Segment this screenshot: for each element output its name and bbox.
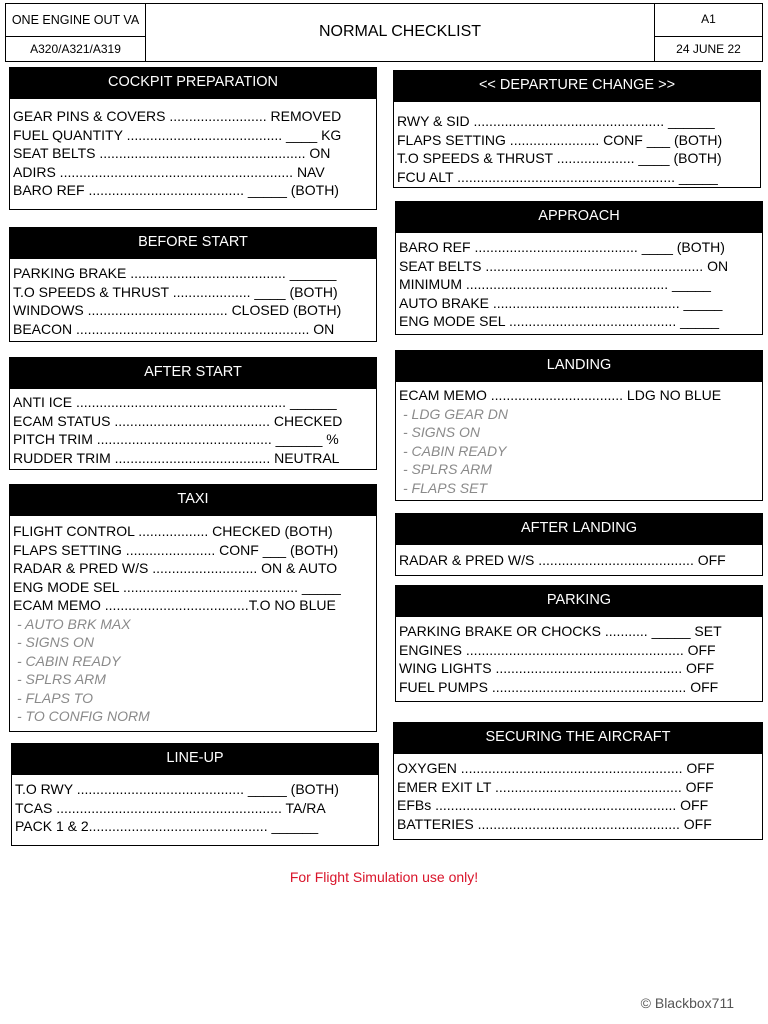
checklist-item: ENGINES ........................................................ OFF (399, 641, 716, 658)
checklist-item: EMER EXIT LT ................................................ OFF (397, 778, 714, 795)
checklist-item: AUTO BRAKE ................................................ _____ (399, 294, 723, 311)
section-landing (395, 350, 763, 501)
simulation-disclaimer: For Flight Simulation use only! (289, 869, 479, 885)
checklist-item: FLAPS SETTING ....................... CONF ___ (BOTH) (397, 131, 723, 148)
checklist-header (5, 3, 763, 62)
memo-item: - SIGNS ON (17, 634, 95, 650)
memo-item: - LDG GEAR DN (403, 405, 509, 422)
section-title: BEFORE START (10, 228, 376, 259)
checklist-item: RADAR & PRED W/S ........................... ON & AUTO (13, 560, 338, 576)
checklist-item: OXYGEN ......................................................... OFF (397, 760, 715, 776)
section-before-start (9, 227, 377, 342)
section-title: LANDING (396, 351, 762, 382)
checklist-item: ECAM STATUS ........................................ CHECKED (13, 412, 343, 429)
checklist-item: ENG MODE SEL ........................................... _____ (399, 313, 720, 329)
section-title: << DEPARTURE CHANGE >> (394, 71, 760, 102)
memo-item: - AUTO BRK MAX (17, 615, 131, 632)
section-cockpit-preparation (9, 67, 377, 210)
checklist-item: SEAT BELTS ..................................................... ON (13, 145, 331, 161)
checklist-item: FLAPS SETTING ....................... CONF ___ (BOTH) (13, 541, 339, 558)
section-title: TAXI (10, 485, 376, 516)
section-taxi (9, 484, 377, 732)
memo-item: - FLAPS TO (17, 689, 93, 706)
section-departure-change (393, 70, 761, 188)
section-parking (395, 585, 763, 702)
checklist-item: FCU ALT ........................................................ _____ (397, 168, 718, 185)
section-title: COCKPIT PREPARATION (10, 68, 376, 99)
checklist-item: WINDOWS .................................... CLOSED (BOTH) (13, 302, 342, 318)
memo-item: - SIGNS ON (403, 424, 481, 440)
checklist-item: RUDDER TRIM ........................................ NEUTRAL (13, 449, 340, 466)
checklist-item: FUEL PUMPS .................................................. OFF (399, 678, 719, 695)
checklist-item: BARO REF .......................................... ____ (BOTH) (399, 239, 725, 255)
memo-item: - CABIN READY (17, 652, 121, 669)
checklist-item: RADAR & PRED W/S ........................................ OFF (399, 552, 726, 568)
checklist-item: TCAS .......................................................... TA/RA (15, 799, 326, 816)
checklist-item: PARKING BRAKE ........................................ ______ (13, 265, 337, 281)
checklist-item: EFBs .............................................................. OFF (397, 797, 709, 813)
section-securing-the-aircraft (393, 722, 763, 840)
checklist-item: ENG MODE SEL ............................................. _____ (13, 578, 341, 595)
memo-item: - TO CONFIG NORM (17, 708, 150, 724)
checklist-item: FLIGHT CONTROL .................. CHECKED (BOTH) (13, 523, 333, 539)
section-title: PARKING (396, 586, 762, 617)
checklist-item: SEAT BELTS ........................................................ ON (399, 257, 729, 274)
checklist-item: T.O RWY ........................................... _____ (BOTH) (15, 781, 339, 797)
checklist-item: BARO REF ........................................ _____ (BOTH) (13, 182, 339, 198)
section-line-up (11, 743, 379, 846)
section-title: APPROACH (396, 202, 762, 233)
checklist-item: ADIRS ............................................................ NAV (13, 163, 325, 180)
section-approach (395, 201, 763, 335)
memo-item: - CABIN READY (403, 442, 507, 459)
section-title: AFTER START (10, 358, 376, 389)
checklist-item: T.O SPEEDS & THRUST .................... ____ (BOTH) (397, 150, 722, 166)
doc-title-line1: ONE ENGINE OUT VA (6, 4, 146, 37)
section-title: SECURING THE AIRCRAFT (394, 723, 762, 754)
checklist-item: T.O SPEEDS & THRUST .................... ____ (BOTH) (13, 283, 338, 300)
checklist-item: BATTERIES .................................................... OFF (397, 815, 712, 832)
checklist-item: FUEL QUANTITY ........................................ ____ KG (13, 126, 342, 143)
page-id: A1 (654, 4, 762, 37)
section-after-start (9, 357, 377, 470)
checklist-item: PACK 1 & 2.............................................. ______ (15, 818, 319, 834)
checklist-item: BEACON ............................................................ ON (13, 320, 335, 337)
section-after-landing (395, 513, 763, 576)
memo-item: - FLAPS SET (403, 479, 488, 496)
memo-item: - SPLRS ARM (17, 671, 106, 687)
checklist-item: PARKING BRAKE OR CHOCKS ........... _____ SET (399, 623, 722, 639)
page-title: NORMAL CHECKLIST (318, 23, 482, 40)
checklist-item: ANTI ICE ...................................................... ______ (13, 394, 337, 410)
checklist-item: ECAM MEMO .................................. LDG NO BLUE (399, 387, 722, 403)
checklist-item: MINIMUM .................................................... _____ (399, 276, 711, 292)
section-title: AFTER LANDING (396, 514, 762, 545)
doc-title-line2: A320/A321/A319 (6, 37, 146, 62)
section-title: LINE-UP (12, 744, 378, 775)
memo-item: - SPLRS ARM (403, 461, 492, 477)
checklist-item: GEAR PINS & COVERS ......................... REMOVED (13, 108, 342, 124)
revision-date: 24 JUNE 22 (654, 37, 762, 62)
checklist-item: RWY & SID ................................................. ______ (397, 113, 715, 129)
checklist-item: PITCH TRIM ............................................. ______ % (13, 431, 339, 447)
checklist-item: WING LIGHTS ................................................ OFF (399, 660, 715, 676)
checklist-item: ECAM MEMO .....................................T.O NO BLUE (13, 597, 336, 613)
copyright-notice: © Blackbox711 (640, 995, 734, 1011)
